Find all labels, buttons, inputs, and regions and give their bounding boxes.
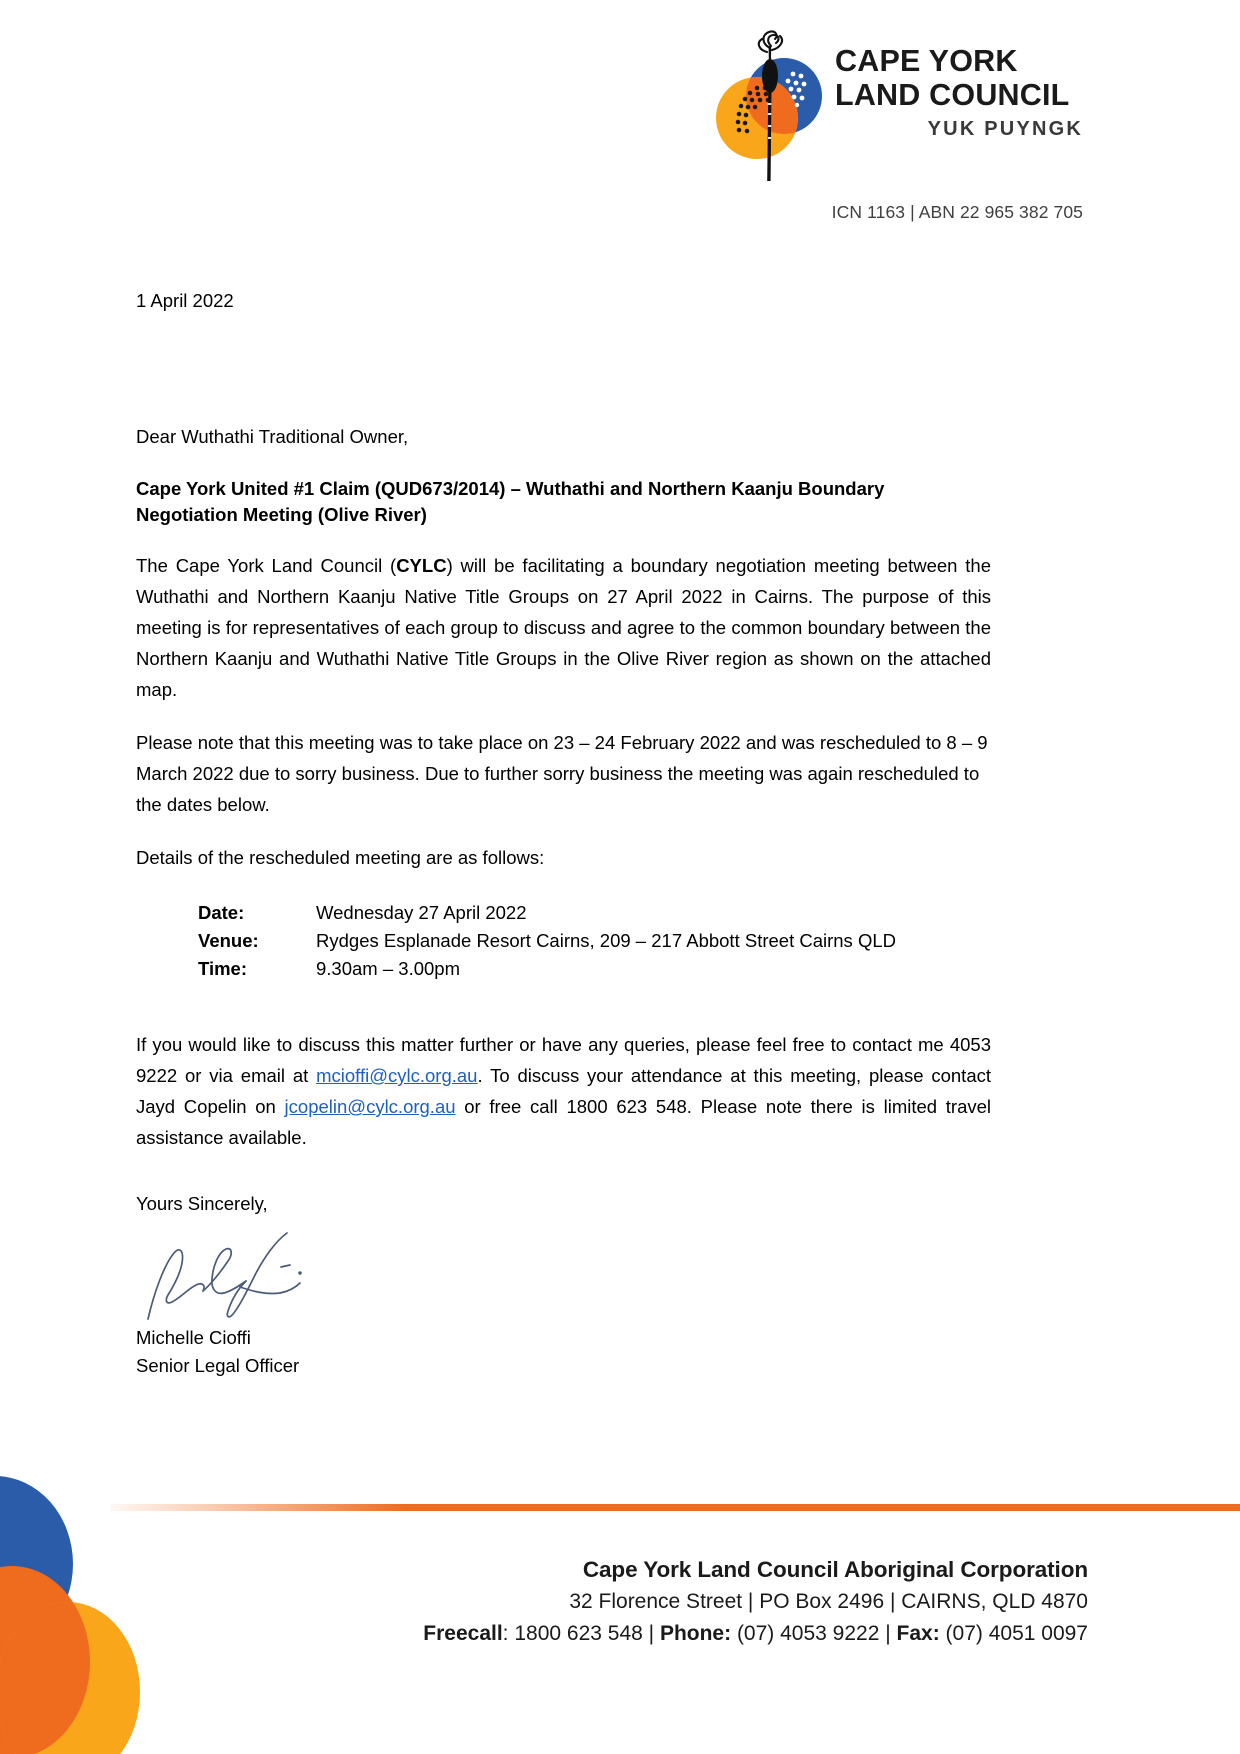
footer-phone-line <box>423 1618 1088 1650</box>
time-label: Time: <box>198 958 248 979</box>
page-footer <box>0 1394 1240 1754</box>
para1-part2: ) will be facilitating a boundary negotiation meeting between the Wuthathi and Northern Kaanju Native Title Groups on 27 April 2022 in Cairns. The purpose of this meeting is for representatives of each group to discuss and agree to the common boundary between the Northern Kaanju and Wuthathi Native Title Groups in the Olive River region as shown on the attached map. <box>136 555 991 700</box>
paragraph-intro <box>136 550 991 705</box>
footer-org-name: Cape York Land Council Aboriginal Corporation <box>582 1557 1088 1582</box>
contact-part1: If you would like to discuss this matter further or have any queries, please feel free to contact me 4053 9222 or via email at <box>136 1034 991 1086</box>
letterhead <box>705 26 1085 231</box>
logo-line-1: CAPE YORK <box>835 44 1018 78</box>
paragraph-reschedule: Please note that this meeting was to take place on 23 – 24 February 2022 and was rescheduled to 8 – 9 March 2022 due to sorry business. Due to further sorry business the meeting was again rescheduled to the dates below. <box>136 732 988 815</box>
details-row-time <box>198 955 991 983</box>
footer-accent-rule <box>110 1504 1240 1511</box>
fax-value: (07) 4051 0097 <box>939 1622 1088 1645</box>
paragraph-contact <box>136 1029 991 1153</box>
contact-part3: or free call 1800 623 548. Please note there is limited travel assistance available. <box>136 1096 992 1148</box>
letter-date: 1 April 2022 <box>136 290 234 311</box>
date-value: Wednesday 27 April 2022 <box>316 902 527 923</box>
time-value: 9.30am – 3.00pm <box>316 958 460 979</box>
logo-wordmark <box>835 44 1085 141</box>
letter-body <box>136 288 991 1379</box>
email-link-jcopelin[interactable]: jcopelin@cylc.org.au <box>284 1096 456 1117</box>
phone-value: (07) 4053 9222 | <box>731 1622 897 1645</box>
subject-heading: Cape York United #1 Claim (QUD673/2014) – Wuthathi and Northern Kaanju Boundary Negotiation Meeting (Olive River) <box>136 478 885 525</box>
closing-line: Yours Sincerely, <box>136 1193 268 1214</box>
handwritten-signature-icon <box>140 1223 360 1323</box>
registration-line: ICN 1163 | ABN 22 965 382 705 <box>831 202 1083 222</box>
signer-name: Michelle Cioffi <box>136 1327 251 1348</box>
meeting-details-block <box>198 899 991 983</box>
footer-contact-block <box>423 1554 1088 1650</box>
logo-line-2: LAND COUNCIL <box>835 78 1070 112</box>
footer-circles-decoration <box>0 1444 230 1754</box>
date-label: Date: <box>198 902 245 923</box>
signer-title: Senior Legal Officer <box>136 1355 300 1376</box>
salutation: Dear Wuthathi Traditional Owner, <box>136 426 409 447</box>
details-row-venue <box>198 927 991 955</box>
logo-subtitle: YUK PUYNGK <box>927 118 1083 140</box>
venue-value: Rydges Esplanade Resort Cairns, 209 – 217 Abbott Street Cairns QLD <box>316 930 896 951</box>
paragraph-details-lead: Details of the rescheduled meeting are as follows: <box>136 847 545 868</box>
email-link-mcioffi[interactable]: mcioffi@cylc.org.au <box>316 1065 478 1086</box>
fax-label: Fax: <box>896 1622 940 1645</box>
footer-address: 32 Florence Street | PO Box 2496 | CAIRNS, QLD 4870 <box>569 1590 1088 1613</box>
details-row-date <box>198 899 991 927</box>
phone-label: Phone: <box>659 1622 732 1645</box>
torch-circles-logo-icon <box>705 26 835 186</box>
contact-part2: . To discuss your attendance at this meeting, please contact Jayd Copelin on <box>136 1065 991 1117</box>
cylc-abbreviation: CYLC <box>396 555 447 576</box>
freecall-value: : 1800 623 548 | <box>502 1622 660 1645</box>
venue-label: Venue: <box>198 930 259 951</box>
logo-row <box>705 26 1085 186</box>
para1-part1: The Cape York Land Council ( <box>136 555 397 576</box>
freecall-label: Freecall <box>423 1622 503 1645</box>
